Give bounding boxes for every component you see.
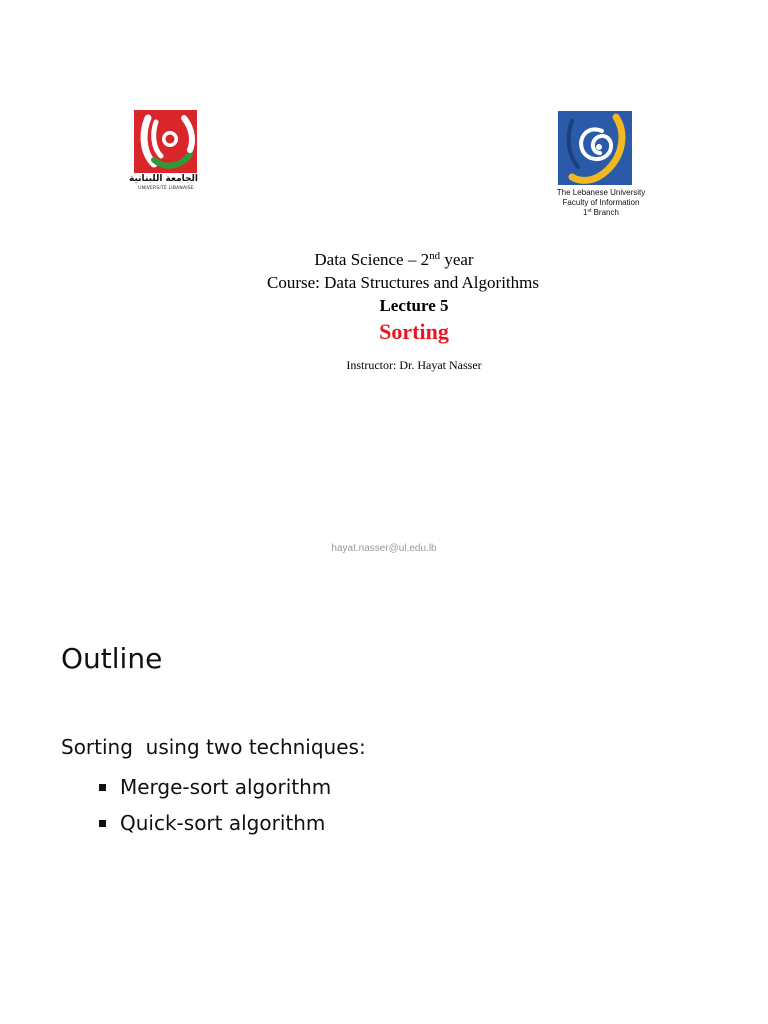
university-latin-name: UNIVERSITÉ LIBANAISE <box>138 186 194 191</box>
outline-intro: Sorting using two techniques: <box>61 735 366 759</box>
faculty-caption-line1: The Lebanese University <box>556 188 646 197</box>
faculty-logo-icon <box>558 111 632 185</box>
lecture-number: Lecture 5 <box>379 296 449 315</box>
bullet-label: Merge-sort algorithm <box>120 775 332 799</box>
branch-ordinal: st <box>587 208 592 214</box>
faculty-caption <box>546 188 656 218</box>
program-year <box>0 248 768 271</box>
instructor-email: hayat.nasser@ul.edu.lb <box>331 543 437 554</box>
list-item <box>99 769 331 805</box>
outline-slide <box>0 590 768 1024</box>
faculty-caption-line2: Faculty of Information <box>562 198 640 207</box>
program-ordinal: nd <box>429 250 441 262</box>
program-prefix: Data Science – 2 <box>314 250 430 269</box>
bullet-label: Quick-sort algorithm <box>120 811 326 835</box>
title-block <box>0 248 768 372</box>
square-bullet-icon <box>99 784 106 791</box>
square-bullet-icon <box>99 820 106 827</box>
lebanese-university-logo <box>129 110 198 198</box>
university-arabic-name: الجامعة اللبنانية <box>129 174 198 184</box>
instructor-name: Instructor: Dr. Hayat Nasser <box>346 358 482 372</box>
list-item <box>99 805 331 841</box>
university-emblem-icon <box>134 110 197 173</box>
branch-label: Branch <box>591 208 619 217</box>
outline-bullet-list <box>99 769 331 841</box>
faculty-caption-line3 <box>546 208 656 218</box>
program-suffix: year <box>440 250 474 269</box>
branch-number: 1 <box>583 208 588 217</box>
outline-heading: Outline <box>61 642 163 675</box>
lecture-topic: Sorting <box>379 319 449 344</box>
course-title: Course: Data Structures and Algorithms <box>267 273 539 292</box>
